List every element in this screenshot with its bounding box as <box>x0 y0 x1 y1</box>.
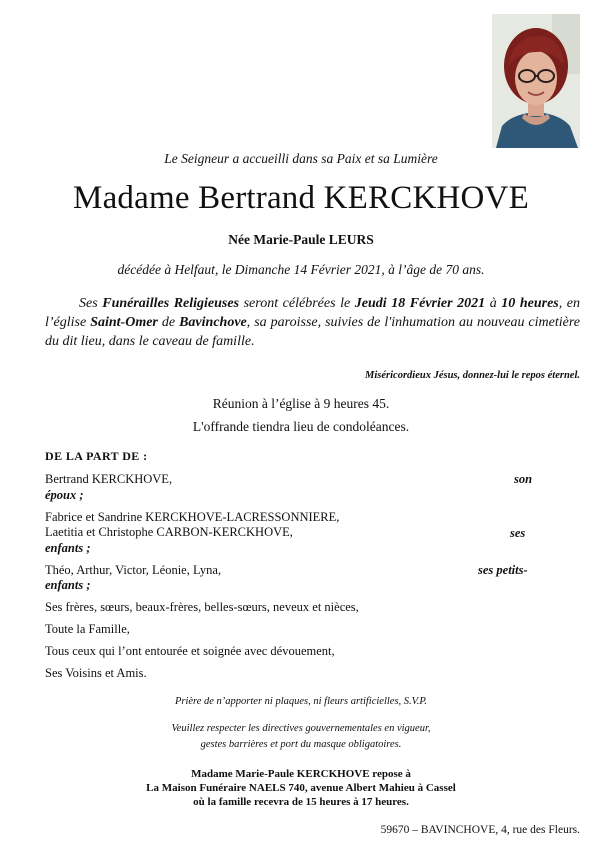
funeral-home-block <box>0 767 602 809</box>
offering-note: L'offrande tiendra lieu de condoléances. <box>192 419 410 434</box>
death-notice: décédée à Helfaut, le Dimanche 14 Février 2021, à l’âge de 70 ans. <box>117 262 485 277</box>
church-meeting: Réunion à l’église à 9 heures 45. <box>212 396 390 411</box>
relation-spouse: son <box>514 472 533 486</box>
funeral-home-line: La Maison Funéraire NAELS 740, avenue Albert Mahieu à Cassel <box>146 782 456 794</box>
funeral-type: Funérailles Religieuses <box>102 296 240 311</box>
flowers-note: Prière de n’apporter ni plaques, ni fleurs artificielles, S.V.P. <box>174 696 428 707</box>
relation-grandchildren: ses petits- <box>478 563 528 577</box>
funeral-home-line: Madame Marie-Paule KERCKHOVE repose à <box>191 768 411 780</box>
family-children: Laetitia et Christophe CARBON-KERCKHOVE, <box>45 525 293 539</box>
family-all: Toute la Famille, <box>45 622 130 636</box>
funeral-church: Saint-Omer <box>90 315 158 330</box>
funeral-text: Ses <box>79 296 103 311</box>
funeral-text: , en l’église <box>45 296 581 330</box>
on-behalf-heading: DE LA PART DE : <box>45 449 148 463</box>
covid-note: Veuillez respecter les directives gouvernementales en vigueur, <box>171 723 431 734</box>
funeral-text: seront célébrées le <box>239 296 355 311</box>
family-caregivers: Tous ceux qui l’ont entourée et soignée avec dévouement, <box>45 644 335 658</box>
funeral-town: Bavinchove <box>179 315 247 330</box>
covid-note: gestes barrières et port du masque obligatoires. <box>200 739 402 750</box>
funeral-text: , sa paroisse, suivies de l'inhumation au nouveau cimetière du dit lieu, dans le caveau de famille. <box>45 315 580 349</box>
relation-spouse: époux ; <box>45 488 84 502</box>
intro-text: Le Seigneur a accueilli dans sa Paix et sa Lumière <box>164 151 438 166</box>
funeral-text: de <box>157 315 180 330</box>
portrait-photo <box>492 14 580 148</box>
relation-children: enfants ; <box>45 541 91 555</box>
maiden-name: Née Marie-Paule LEURS <box>228 232 374 247</box>
funeral-home-line: où la famille recevra de 15 heures à 17 heures. <box>193 796 409 808</box>
funeral-date: Jeudi 18 Février 2021 <box>354 296 486 311</box>
relation-grandchildren: enfants ; <box>45 578 91 592</box>
funeral-text: à <box>485 296 502 311</box>
deceased-name: Madame Bertrand KERCKHOVE <box>73 180 529 216</box>
portrait-photo-icon <box>492 14 580 148</box>
funeral-paragraph <box>45 294 580 351</box>
prayer-line: Miséricordieux Jésus, donnez-lui le repos éternel. <box>365 370 580 381</box>
family-siblings: Ses frères, sœurs, beaux-frères, belles-sœurs, neveux et nièces, <box>45 600 359 614</box>
family-spouse: Bertrand KERCKHOVE, <box>45 472 173 486</box>
family-address: 59670 – BAVINCHOVE, 4, rue des Fleurs. <box>380 824 580 836</box>
family-children: Fabrice et Sandrine KERCKHOVE-LACRESSONNIERE, <box>45 510 340 524</box>
funeral-time: 10 heures <box>501 296 559 311</box>
family-neighbours: Ses Voisins et Amis. <box>45 666 147 680</box>
relation-children: ses <box>510 526 526 540</box>
family-grandchildren: Théo, Arthur, Victor, Léonie, Lyna, <box>45 563 222 577</box>
